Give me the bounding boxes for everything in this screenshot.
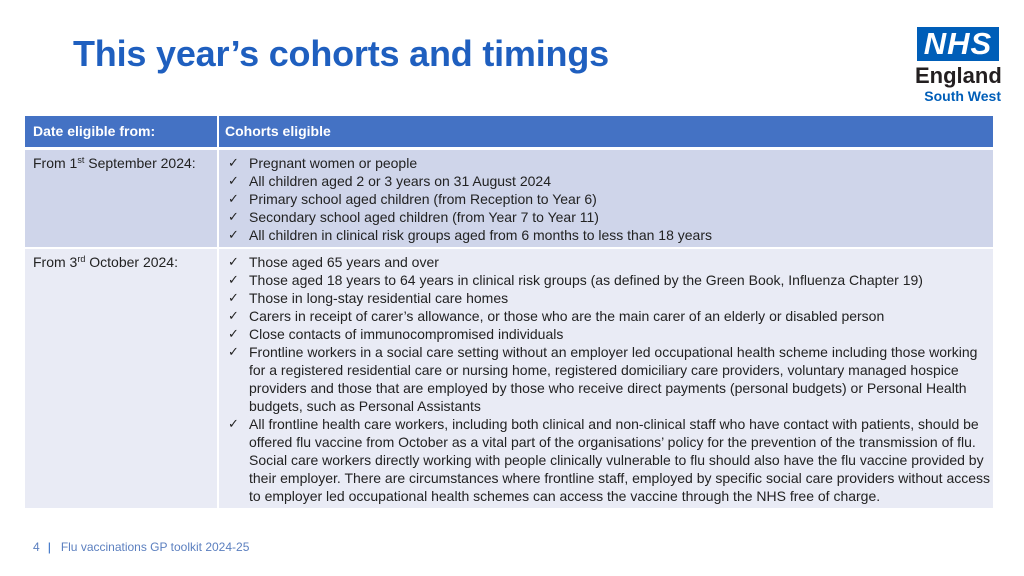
list-item: ✓ Frontline workers in a social care setting without an employer led occupational health scheme including those working for a registered residential care or nursing home, registered domiciliary care providers, voluntary managed hospice providers and those that are employed by those who receive direct payments (personal budgets) or Personal Health budgets, such as Personal Assistants	[228, 344, 978, 414]
date-suffix: October 2024:	[85, 254, 178, 270]
list-item: ✓ Secondary school aged children (from Year 7 to Year 11)	[228, 209, 599, 225]
footer-separator: |	[47, 540, 51, 554]
checkmark-icon: ✓	[228, 272, 239, 287]
checkmark-icon: ✓	[228, 308, 239, 323]
cohorts-cell	[217, 150, 993, 247]
checkmark-icon: ✓	[228, 227, 239, 242]
date-text	[33, 155, 196, 171]
logo-region-text: South West	[924, 88, 1001, 104]
list-item: ✓ Those aged 18 years to 64 years in clinical risk groups (as defined by the Green Book, Influenza Chapter 19)	[228, 272, 923, 288]
logo-england-text: England	[915, 63, 1002, 88]
list-item: ✓ All frontline health care workers, including both clinical and non-clinical staff who have contact with patients, should be offered flu vaccine from October as a vital part of the organisations’ policy for the prevention of the transmission of flu. Social care workers directly working with people clinically vulnerable to flu should also have the flu vaccine provided by their employer. There are circumstances where frontline staff, employed by specific social care providers without access to employer led occupational health schemes can access the vaccine through the NHS free of charge.	[228, 416, 991, 504]
list-item: ✓ Those aged 65 years and over	[228, 254, 439, 270]
table-header-row	[25, 116, 993, 147]
date-prefix: From 3	[33, 254, 78, 270]
checkmark-icon: ✓	[228, 416, 239, 431]
header-date-eligible: Date eligible from:	[33, 123, 156, 139]
page-number: 4	[33, 540, 40, 554]
date-prefix: From 1	[33, 155, 78, 171]
list-item: ✓ Those in long-stay residential care homes	[228, 290, 509, 306]
cohort-list	[225, 154, 993, 244]
list-item: ✓ Close contacts of immunocompromised individuals	[228, 326, 564, 342]
checkmark-icon: ✓	[228, 326, 239, 341]
cohort-list	[225, 253, 993, 505]
date-ordinal: rd	[77, 254, 86, 264]
date-cell	[25, 150, 217, 247]
footer-text: Flu vaccinations GP toolkit 2024-25	[60, 540, 250, 554]
table-row-september	[25, 150, 993, 249]
cohorts-cell	[217, 249, 993, 508]
header-cohorts-eligible: Cohorts eligible	[217, 116, 993, 147]
list-item: ✓ Carers in receipt of carer’s allowance, or those who are the main carer of an elderly or disabled person	[228, 308, 885, 324]
list-item: ✓ All children aged 2 or 3 years on 31 August 2024	[228, 173, 551, 189]
date-ordinal: st	[77, 155, 85, 165]
checkmark-icon: ✓	[228, 155, 239, 170]
date-suffix: September 2024:	[84, 155, 196, 171]
checkmark-icon: ✓	[228, 254, 239, 269]
checkmark-icon: ✓	[228, 290, 239, 305]
checkmark-icon: ✓	[228, 344, 239, 359]
list-item: ✓ All children in clinical risk groups aged from 6 months to less than 18 years	[228, 227, 712, 243]
list-item: ✓ Pregnant women or people	[228, 155, 418, 171]
date-text	[33, 254, 178, 270]
checkmark-icon: ✓	[228, 173, 239, 188]
checkmark-icon: ✓	[228, 191, 239, 206]
nhs-logo-box: NHS	[917, 27, 999, 61]
table-row-october	[25, 249, 993, 508]
footer	[33, 540, 249, 554]
cohorts-table	[25, 116, 993, 508]
nhs-england-logo	[915, 27, 1001, 104]
list-item: ✓ Primary school aged children (from Reception to Year 6)	[228, 191, 597, 207]
checkmark-icon: ✓	[228, 209, 239, 224]
date-cell	[25, 249, 217, 508]
page-title: This year’s cohorts and timings	[73, 33, 609, 74]
